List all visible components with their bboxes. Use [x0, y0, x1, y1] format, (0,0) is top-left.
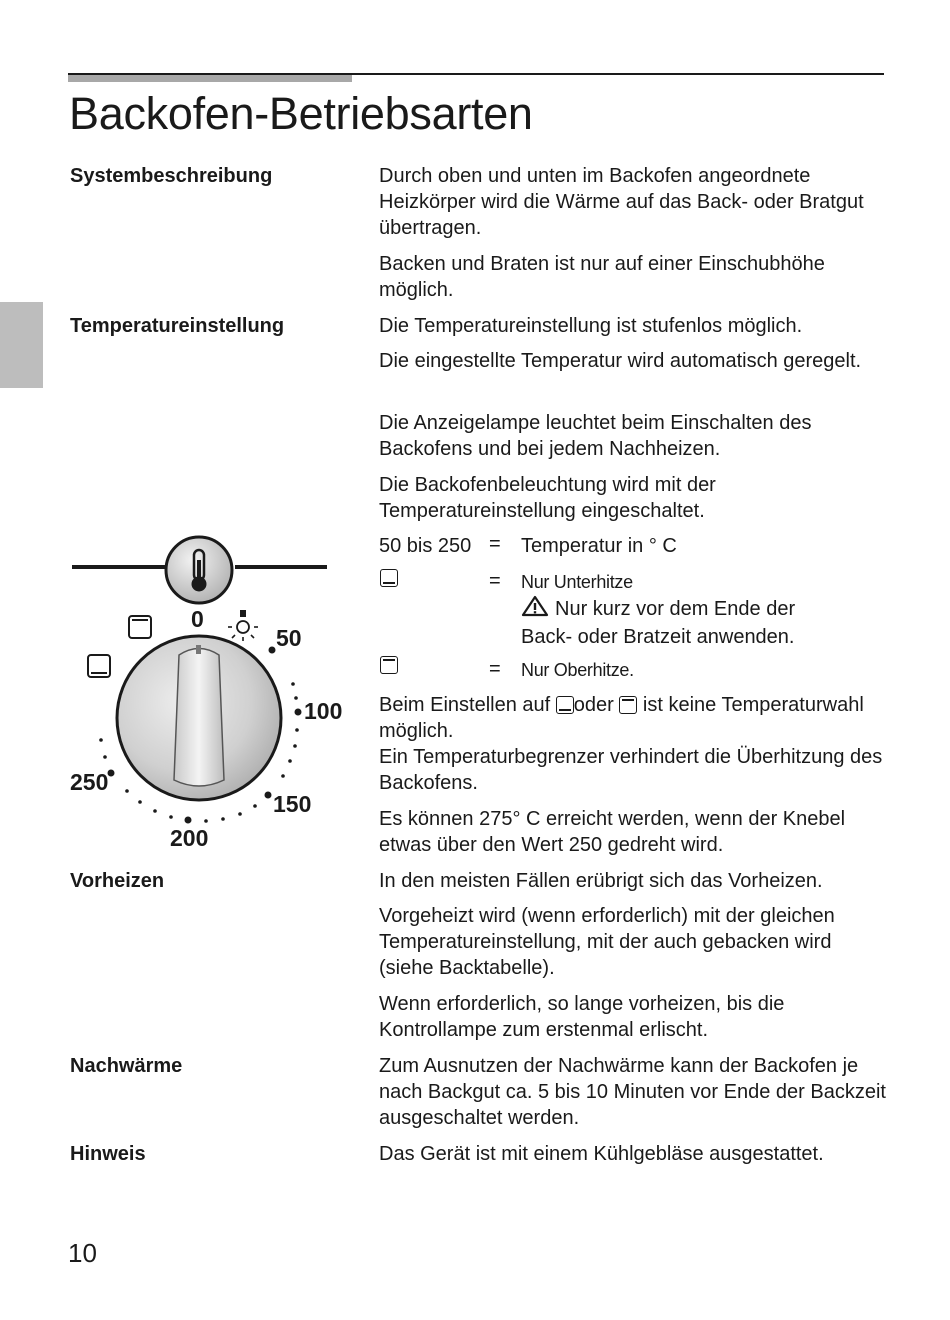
dial-label-0: 0	[191, 606, 204, 632]
top-heat-icon	[380, 656, 398, 674]
setting-bottom-heat-icon	[556, 696, 574, 714]
setting-top-heat-icon	[619, 696, 637, 714]
warning-icon	[521, 595, 549, 624]
setting-text-post: ist keine Temperaturwahl möglich.	[379, 694, 864, 742]
top-heat-equals: =	[489, 658, 501, 680]
bottom-heat-equals: =	[489, 570, 501, 592]
label-hinweis: Hinweis	[70, 1143, 146, 1165]
thermometer-icon	[166, 537, 232, 603]
header-rule-accent	[68, 75, 352, 82]
dial-label-100: 100	[304, 698, 343, 724]
oven-top-heat-icon	[129, 616, 151, 638]
page-title: Backofen-Betriebsarten	[69, 88, 533, 139]
page-number: 10	[68, 1238, 97, 1268]
system-paragraph-2: Backen und Braten ist nur auf einer Einschubhöhe möglich.	[379, 253, 825, 301]
temp-paragraph-1: Die Temperatureinstellung ist stufenlos möglich.	[379, 315, 803, 337]
bottom-heat-text: Nur Unterhitze	[521, 572, 633, 592]
label-nachwaerme: Nachwärme	[70, 1055, 183, 1077]
dial-label-150: 150	[273, 791, 312, 817]
setting-paragraph	[379, 692, 889, 744]
range-equals: =	[489, 533, 501, 555]
dial-label-250: 250	[70, 769, 109, 795]
warning-row	[521, 595, 851, 650]
preheat-paragraph-2: Vorgeheizt wird (wenn erforderlich) mit der gleichen Temperatureinstellung, mit der auch gebacken wird (siehe Backtabelle).	[379, 905, 835, 979]
label-systembeschreibung: Systembeschreibung	[70, 165, 273, 187]
range-key: 50 bis 250	[379, 535, 472, 557]
residual-paragraph-1: Zum Ausnutzen der Nachwärme kann der Backofen je nach Backgut ca. 5 bis 10 Minuten vor Ende der Backzeit ausgeschaltet werden.	[379, 1055, 886, 1129]
temp-paragraph-2: Die eingestellte Temperatur wird automatisch geregelt.	[379, 350, 862, 372]
limiter-paragraph: Ein Temperaturbegrenzer verhindert die Überhitzung des Backofens.	[379, 746, 883, 794]
preheat-paragraph-1: In den meisten Fällen erübrigt sich das Vorheizen.	[379, 870, 823, 892]
note-paragraph-1: Das Gerät ist mit einem Kühlgebläse ausgestattet.	[379, 1143, 824, 1165]
oven-bottom-heat-icon	[88, 655, 110, 677]
bottom-heat-icon	[380, 569, 398, 587]
chapter-tab	[0, 302, 43, 388]
range-value: Temperatur in ° C	[521, 535, 677, 557]
setting-text-pre: Beim Einstellen auf	[379, 694, 551, 716]
setting-text-mid: oder	[573, 694, 614, 716]
oven-light-icon	[228, 610, 258, 641]
temp-paragraph-4: Die Backofenbeleuchtung wird mit der Temperatureinstellung eingeschaltet.	[379, 474, 716, 522]
system-paragraph-1: Durch oben und unten im Backofen angeordnete Heizkörper wird die Wärme auf das Back- oder Bratgut übertragen.	[379, 165, 864, 239]
label-vorheizen: Vorheizen	[70, 870, 165, 892]
dial-label-200: 200	[170, 825, 209, 851]
preheat-paragraph-3: Wenn erforderlich, so lange vorheizen, bis die Kontrollampe zum erstenmal erlischt.	[379, 993, 785, 1041]
temperature-dial-illustration	[60, 530, 360, 860]
dial-label-50: 50	[276, 625, 302, 651]
top-heat-text: Nur Oberhitze.	[521, 660, 634, 680]
max-temp-paragraph: Es können 275° C erreicht werden, wenn der Knebel etwas über den Wert 250 gedreht wird.	[379, 808, 846, 856]
label-temperatureinstellung: Temperatureinstellung	[70, 315, 285, 337]
warning-text: Nur kurz vor dem Ende der Back- oder Bratzeit anwenden.	[521, 598, 796, 648]
temp-paragraph-3: Die Anzeigelampe leuchtet beim Einschalten des Backofens und bei jedem Nachheizen.	[379, 412, 812, 460]
